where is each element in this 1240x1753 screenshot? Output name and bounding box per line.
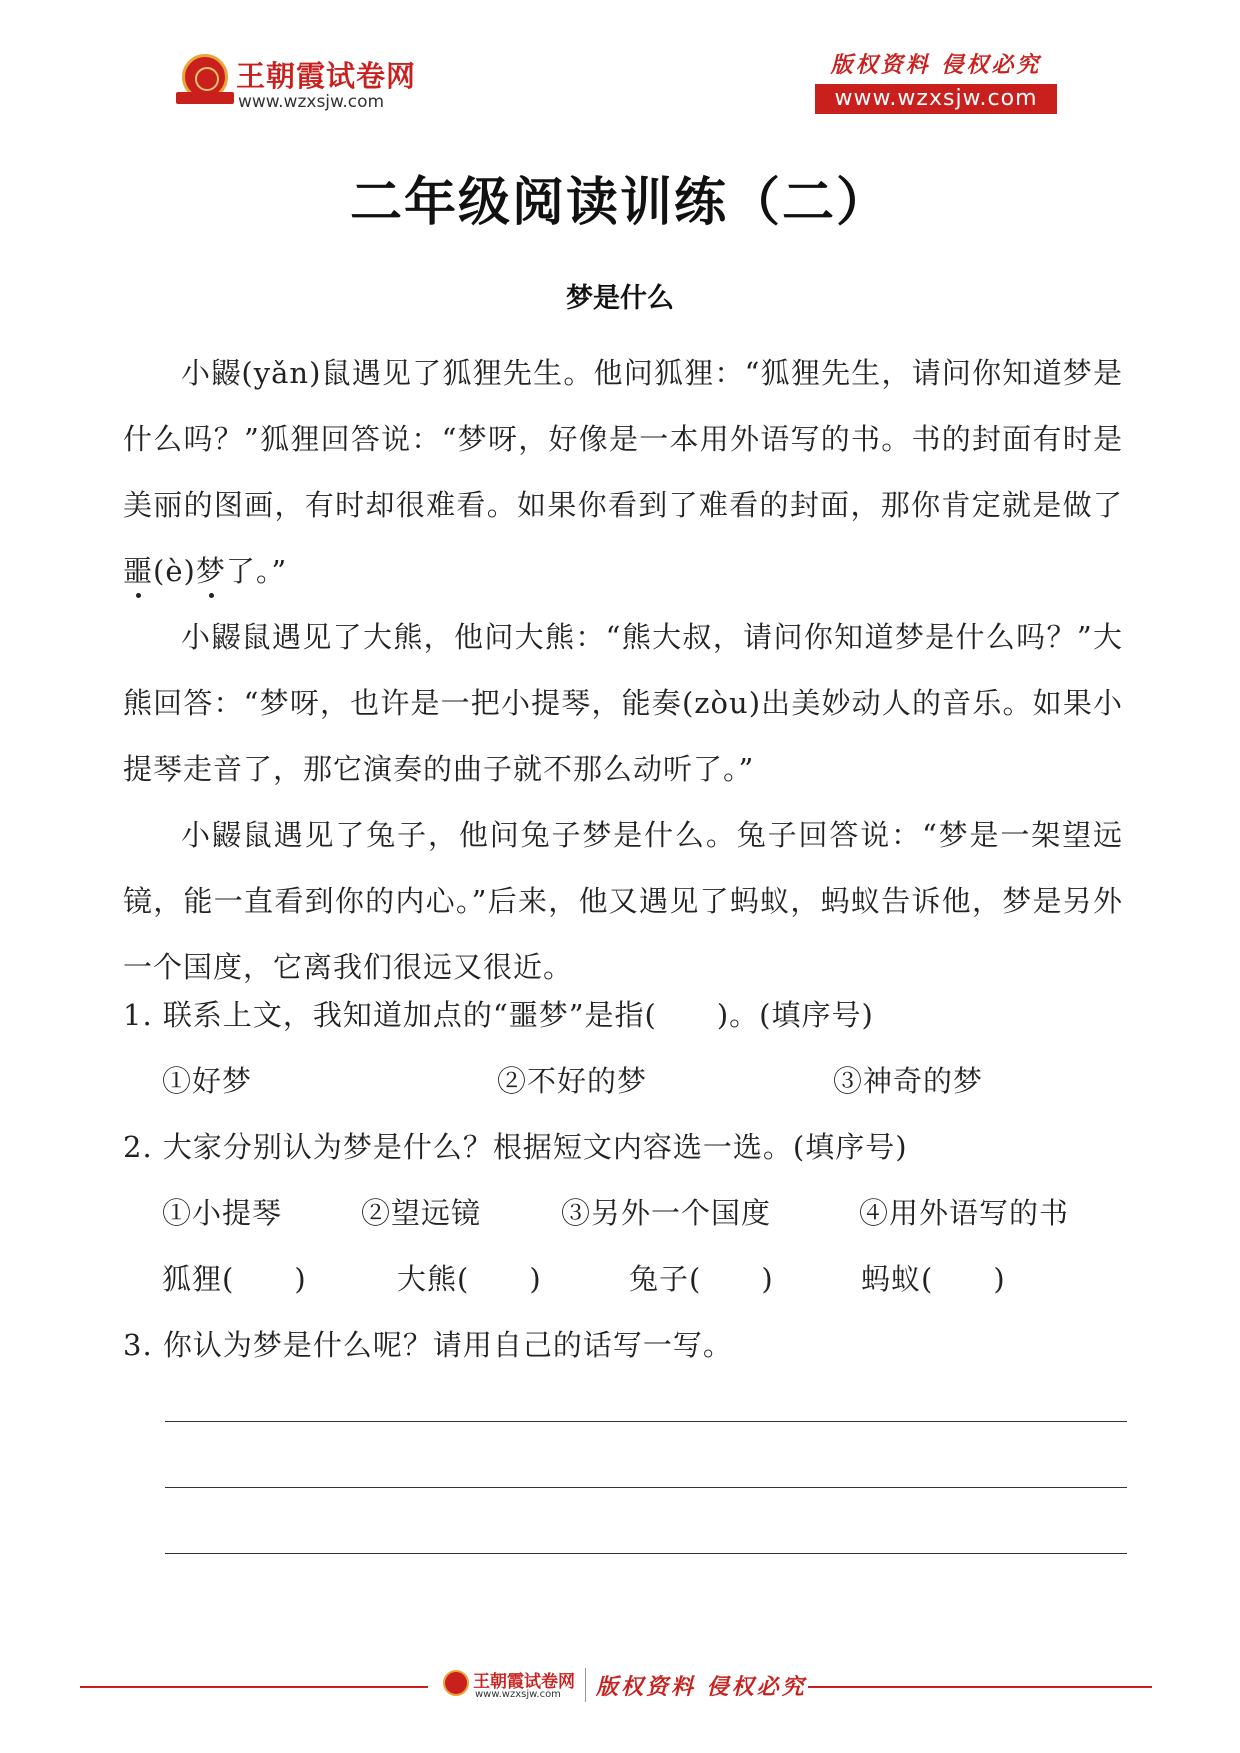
q2-option-1: ①小提琴 <box>162 1196 283 1230</box>
answer-line-2[interactable] <box>165 1487 1127 1488</box>
q2-blank-bear[interactable]: 大熊( ) <box>397 1262 542 1296</box>
dotted-char-meng: 梦 <box>195 554 226 588</box>
q2-blank-ant[interactable]: 蚂蚁( ) <box>861 1262 1006 1296</box>
seal-ribbon <box>176 92 234 104</box>
brand-url: www.wzxsjw.com <box>238 92 385 112</box>
paragraph-1 <box>123 340 1123 604</box>
footer-seal-icon <box>443 1670 469 1696</box>
dotted-char-e: 噩 <box>123 554 154 588</box>
q2-blank-fox[interactable]: 狐狸( ) <box>162 1262 307 1296</box>
page-title: 二年级阅读训练（二） <box>349 173 890 233</box>
question-3: 3. 你认为梦是什么呢？请用自己的话写一写。 <box>123 1328 733 1362</box>
footer-rule-left <box>80 1686 428 1688</box>
q2-option-4: ④用外语写的书 <box>859 1196 1070 1230</box>
footer-brand: 王朝霞试卷网 <box>473 1672 575 1692</box>
footer-copyright: 版权资料 侵权必究 <box>596 1674 807 1700</box>
footer-rule-right <box>808 1686 1152 1688</box>
q1-option-2: ②不好的梦 <box>497 1064 648 1098</box>
answer-line-3[interactable] <box>165 1553 1127 1554</box>
answer-line-1[interactable] <box>165 1421 1127 1422</box>
brand-name: 王朝霞试卷网 <box>236 59 417 93</box>
copyright-url: www.wzxsjw.com <box>815 84 1057 114</box>
q2-blank-rabbit[interactable]: 兔子( ) <box>629 1262 774 1296</box>
reading-passage <box>123 340 1123 1000</box>
paragraph-3: 小鼹鼠遇见了兔子，他问兔子梦是什么。兔子回答说：“梦是一架望远镜，能一直看到你的内心。”后来，他又遇见了蚂蚁，蚂蚁告诉他，梦是另外一个国度，它离我们很远又很近。 <box>123 818 1123 984</box>
footer-url: www.wzxsjw.com <box>475 1689 561 1700</box>
q2-option-3: ③另外一个国度 <box>561 1196 772 1230</box>
q1-option-3: ③神奇的梦 <box>833 1064 984 1098</box>
paragraph-1-end: 了。” <box>225 554 288 588</box>
question-1: 1. 联系上文，我知道加点的“噩梦”是指( )。(填序号) <box>123 998 874 1032</box>
question-2: 2. 大家分别认为梦是什么？根据短文内容选一选。(填序号) <box>123 1130 908 1164</box>
q1-option-1: ①好梦 <box>162 1064 253 1098</box>
header-copyright <box>815 50 1057 114</box>
pinyin-e: (è) <box>153 554 196 588</box>
paragraph-1-text: 小鼹(yǎn)鼠遇见了狐狸先生。他问狐狸：“狐狸先生，请问你知道梦是什么吗？”狐狸回答说：“梦呀，好像是一本用外语写的书。书的封面有时是美丽的图画，有时却很难看。如果你看到了难看的封面，那你肯定就是做了 <box>123 356 1123 522</box>
q2-option-2: ②望远镜 <box>361 1196 482 1230</box>
paragraph-2: 小鼹鼠遇见了大熊，他问大熊：“熊大叔，请问你知道梦是什么吗？”大熊回答：“梦呀，也许是一把小提琴，能奏(zòu)出美妙动人的音乐。如果小提琴走音了，那它演奏的曲子就不那么动听了。” <box>123 620 1123 786</box>
copyright-notice: 版权资料 侵权必究 <box>830 52 1042 78</box>
footer-separator <box>585 1668 586 1702</box>
passage-title: 梦是什么 <box>566 283 674 314</box>
